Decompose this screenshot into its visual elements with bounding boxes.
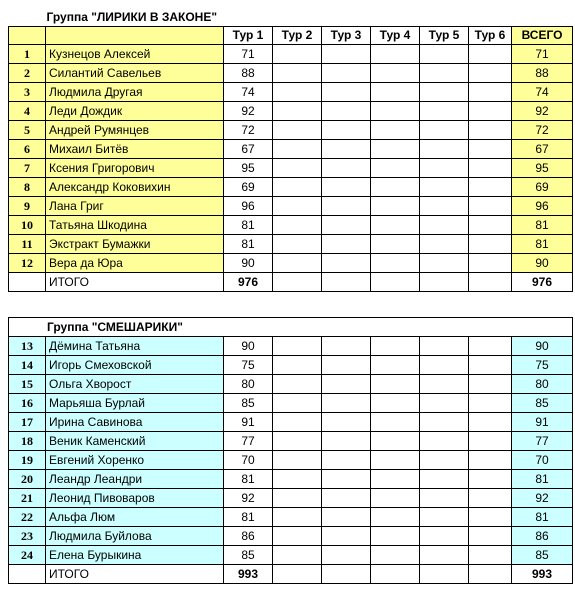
total-score: 92 bbox=[512, 102, 573, 121]
table-row bbox=[9, 546, 573, 565]
table-row bbox=[9, 235, 573, 254]
tour1-score: 81 bbox=[224, 216, 273, 235]
tour5-score bbox=[420, 83, 469, 102]
tour1-score: 72 bbox=[224, 121, 273, 140]
tour3-score bbox=[322, 140, 371, 159]
table-row bbox=[9, 178, 573, 197]
tour2-score bbox=[273, 102, 322, 121]
tour1-score: 80 bbox=[224, 375, 273, 394]
tour4-score bbox=[371, 394, 420, 413]
tour1-score: 88 bbox=[224, 64, 273, 83]
tour5-score bbox=[420, 394, 469, 413]
participant-name: Вера да Юра bbox=[46, 254, 224, 273]
tour3-score bbox=[322, 83, 371, 102]
participant-name: Веник Каменский bbox=[46, 432, 224, 451]
participant-name: Кузнецов Алексей bbox=[46, 45, 224, 64]
tour6-score bbox=[469, 140, 512, 159]
tour6-score bbox=[469, 508, 512, 527]
tour4-score bbox=[371, 546, 420, 565]
tour3-score bbox=[322, 451, 371, 470]
itogo-tour5 bbox=[420, 565, 469, 584]
tour5-score bbox=[420, 121, 469, 140]
tour4-score bbox=[371, 140, 420, 159]
tour1-score: 91 bbox=[224, 413, 273, 432]
group1-header-row bbox=[9, 27, 573, 45]
itogo-label: ИТОГО bbox=[46, 273, 224, 292]
total-score: 81 bbox=[512, 508, 573, 527]
tour1-score: 77 bbox=[224, 432, 273, 451]
tour4-score bbox=[371, 451, 420, 470]
row-number: 3 bbox=[9, 83, 46, 102]
total-score: 96 bbox=[512, 197, 573, 216]
tour4-score bbox=[371, 527, 420, 546]
tour5-score bbox=[420, 546, 469, 565]
total-score: 90 bbox=[512, 254, 573, 273]
tour4-score bbox=[371, 413, 420, 432]
table-row bbox=[9, 527, 573, 546]
row-number: 15 bbox=[9, 375, 46, 394]
total-score: 81 bbox=[512, 216, 573, 235]
tour3-score bbox=[322, 413, 371, 432]
tour4-header: Тур 4 bbox=[371, 27, 420, 45]
itogo-tour3 bbox=[322, 273, 371, 292]
tour6-score bbox=[469, 451, 512, 470]
tour1-score: 90 bbox=[224, 337, 273, 356]
total-score: 92 bbox=[512, 489, 573, 508]
row-number: 7 bbox=[9, 159, 46, 178]
tour3-score bbox=[322, 546, 371, 565]
total-header: ВСЕГО bbox=[512, 27, 573, 45]
tour4-score bbox=[371, 64, 420, 83]
tour1-score: 67 bbox=[224, 140, 273, 159]
tour6-score bbox=[469, 64, 512, 83]
tour1-score: 85 bbox=[224, 546, 273, 565]
tour6-score bbox=[469, 413, 512, 432]
total-score: 95 bbox=[512, 159, 573, 178]
group1-title: Группа "ЛИРИКИ В ЗАКОНЕ" bbox=[46, 10, 218, 24]
tour4-score bbox=[371, 102, 420, 121]
tour6-score bbox=[469, 197, 512, 216]
itogo-tour6 bbox=[469, 273, 512, 292]
total-score: 85 bbox=[512, 394, 573, 413]
tour4-score bbox=[371, 197, 420, 216]
itogo-total: 993 bbox=[512, 565, 573, 584]
participant-name: Евгений Хоренко bbox=[46, 451, 224, 470]
tour3-score bbox=[322, 64, 371, 83]
row-number: 18 bbox=[9, 432, 46, 451]
table-row bbox=[9, 470, 573, 489]
row-number: 19 bbox=[9, 451, 46, 470]
tour6-score bbox=[469, 83, 512, 102]
itogo-total: 976 bbox=[512, 273, 573, 292]
tour5-score bbox=[420, 64, 469, 83]
tour2-score bbox=[273, 394, 322, 413]
row-number: 22 bbox=[9, 508, 46, 527]
tour4-score bbox=[371, 121, 420, 140]
itogo-tour4 bbox=[371, 273, 420, 292]
table-row bbox=[9, 508, 573, 527]
tour6-score bbox=[469, 45, 512, 64]
tour2-score bbox=[273, 178, 322, 197]
tour3-score bbox=[322, 121, 371, 140]
name-header bbox=[46, 27, 224, 45]
tour6-score bbox=[469, 159, 512, 178]
table-row bbox=[9, 197, 573, 216]
tour2-score bbox=[273, 235, 322, 254]
tour1-score: 86 bbox=[224, 527, 273, 546]
row-number: 10 bbox=[9, 216, 46, 235]
total-score: 85 bbox=[512, 546, 573, 565]
table-row bbox=[9, 356, 573, 375]
tour5-score bbox=[420, 413, 469, 432]
total-score: 69 bbox=[512, 178, 573, 197]
num-header bbox=[9, 27, 46, 45]
tour6-score bbox=[469, 216, 512, 235]
tour5-score bbox=[420, 102, 469, 121]
tour3-score bbox=[322, 432, 371, 451]
itogo-num bbox=[9, 565, 46, 584]
tour3-score bbox=[322, 356, 371, 375]
table-row bbox=[9, 121, 573, 140]
tour5-score bbox=[420, 508, 469, 527]
tour6-score bbox=[469, 470, 512, 489]
table-row bbox=[9, 102, 573, 121]
table-row bbox=[9, 45, 573, 64]
tour4-score bbox=[371, 235, 420, 254]
participant-name: Андрей Румянцев bbox=[46, 121, 224, 140]
tour3-score bbox=[322, 489, 371, 508]
tour2-header: Тур 2 bbox=[273, 27, 322, 45]
tour4-score bbox=[371, 216, 420, 235]
total-score: 88 bbox=[512, 64, 573, 83]
tour2-score bbox=[273, 140, 322, 159]
tour2-score bbox=[273, 337, 322, 356]
tour4-score bbox=[371, 432, 420, 451]
total-score: 75 bbox=[512, 356, 573, 375]
row-number: 12 bbox=[9, 254, 46, 273]
tour5-score bbox=[420, 489, 469, 508]
tour2-score bbox=[273, 413, 322, 432]
table-row bbox=[9, 489, 573, 508]
tour4-score bbox=[371, 470, 420, 489]
tour4-score bbox=[371, 375, 420, 394]
tour3-score bbox=[322, 254, 371, 273]
tour3-score bbox=[322, 527, 371, 546]
row-number: 8 bbox=[9, 178, 46, 197]
row-number: 17 bbox=[9, 413, 46, 432]
row-number: 4 bbox=[9, 102, 46, 121]
tour2-score bbox=[273, 159, 322, 178]
tour6-score bbox=[469, 235, 512, 254]
itogo-tour6 bbox=[469, 565, 512, 584]
tour5-score bbox=[420, 356, 469, 375]
participant-name: Альфа Люм bbox=[46, 508, 224, 527]
tour1-score: 81 bbox=[224, 235, 273, 254]
tour6-score bbox=[469, 178, 512, 197]
itogo-tour2 bbox=[273, 273, 322, 292]
tour1-score: 96 bbox=[224, 197, 273, 216]
tour6-score bbox=[469, 356, 512, 375]
tour6-score bbox=[469, 546, 512, 565]
group2-itogo-row bbox=[9, 565, 573, 584]
tour5-score bbox=[420, 45, 469, 64]
table-row bbox=[9, 451, 573, 470]
tour5-header: Тур 5 bbox=[420, 27, 469, 45]
tour5-score bbox=[420, 197, 469, 216]
tour2-score bbox=[273, 64, 322, 83]
tour2-score bbox=[273, 356, 322, 375]
tour6-score bbox=[469, 394, 512, 413]
tour1-score: 69 bbox=[224, 178, 273, 197]
total-score: 80 bbox=[512, 375, 573, 394]
total-score: 77 bbox=[512, 432, 573, 451]
tour5-score bbox=[420, 216, 469, 235]
tour2-score bbox=[273, 83, 322, 102]
tour1-header: Тур 1 bbox=[224, 27, 273, 45]
table-row bbox=[9, 413, 573, 432]
participant-name: Ирина Савинова bbox=[46, 413, 224, 432]
tour2-score bbox=[273, 121, 322, 140]
tour6-score bbox=[469, 337, 512, 356]
tour5-score bbox=[420, 159, 469, 178]
tour2-score bbox=[273, 470, 322, 489]
table-row bbox=[9, 216, 573, 235]
row-number: 14 bbox=[9, 356, 46, 375]
tour2-score bbox=[273, 254, 322, 273]
tour4-score bbox=[371, 254, 420, 273]
tour3-score bbox=[322, 375, 371, 394]
total-score: 90 bbox=[512, 337, 573, 356]
table-row bbox=[9, 254, 573, 273]
tour6-score bbox=[469, 254, 512, 273]
tour5-score bbox=[420, 254, 469, 273]
participant-name: Леди Дождик bbox=[46, 102, 224, 121]
participant-name: Татьяна Шкодина bbox=[46, 216, 224, 235]
total-score: 74 bbox=[512, 83, 573, 102]
tour2-score bbox=[273, 45, 322, 64]
participant-name: Елена Бурыкина bbox=[46, 546, 224, 565]
tour6-score bbox=[469, 489, 512, 508]
row-number: 16 bbox=[9, 394, 46, 413]
itogo-tour1: 993 bbox=[224, 565, 273, 584]
tour3-score bbox=[322, 394, 371, 413]
total-score: 67 bbox=[512, 140, 573, 159]
row-number: 21 bbox=[9, 489, 46, 508]
tour1-score: 90 bbox=[224, 254, 273, 273]
row-number: 9 bbox=[9, 197, 46, 216]
tour3-score bbox=[322, 216, 371, 235]
group1-table bbox=[8, 8, 573, 292]
table-row bbox=[9, 140, 573, 159]
participant-name: Леандр Леандри bbox=[46, 470, 224, 489]
row-number: 23 bbox=[9, 527, 46, 546]
participant-name: Людмила Буйлова bbox=[46, 527, 224, 546]
participant-name: Марьяша Бурлай bbox=[46, 394, 224, 413]
group2-title: Группа "СМЕШАРИКИ" bbox=[9, 318, 573, 337]
itogo-label: ИТОГО bbox=[46, 565, 224, 584]
tour3-score bbox=[322, 102, 371, 121]
total-score: 86 bbox=[512, 527, 573, 546]
tour3-score bbox=[322, 197, 371, 216]
group1-itogo-row bbox=[9, 273, 573, 292]
tour3-score bbox=[322, 508, 371, 527]
row-number: 24 bbox=[9, 546, 46, 565]
tour1-score: 92 bbox=[224, 489, 273, 508]
tour3-score bbox=[322, 45, 371, 64]
row-number: 5 bbox=[9, 121, 46, 140]
participant-name: Силантий Савельев bbox=[46, 64, 224, 83]
participant-name: Экстракт Бумажки bbox=[46, 235, 224, 254]
participant-name: Ксения Григорович bbox=[46, 159, 224, 178]
tour1-score: 75 bbox=[224, 356, 273, 375]
row-number: 20 bbox=[9, 470, 46, 489]
tour5-score bbox=[420, 432, 469, 451]
tour5-score bbox=[420, 451, 469, 470]
table-row bbox=[9, 64, 573, 83]
itogo-tour3 bbox=[322, 565, 371, 584]
participant-name: Лана Григ bbox=[46, 197, 224, 216]
total-score: 91 bbox=[512, 413, 573, 432]
tour1-score: 81 bbox=[224, 470, 273, 489]
tour4-score bbox=[371, 178, 420, 197]
tour4-score bbox=[371, 356, 420, 375]
tour2-score bbox=[273, 451, 322, 470]
tour1-score: 74 bbox=[224, 83, 273, 102]
table-row bbox=[9, 337, 573, 356]
row-number: 13 bbox=[9, 337, 46, 356]
row-number: 6 bbox=[9, 140, 46, 159]
tour6-score bbox=[469, 527, 512, 546]
total-score: 72 bbox=[512, 121, 573, 140]
tour3-score bbox=[322, 178, 371, 197]
table-row bbox=[9, 83, 573, 102]
row-number: 1 bbox=[9, 45, 46, 64]
tour5-score bbox=[420, 178, 469, 197]
participant-name: Дёмина Татьяна bbox=[46, 337, 224, 356]
tour3-score bbox=[322, 470, 371, 489]
tour1-score: 81 bbox=[224, 508, 273, 527]
participant-name: Леонид Пивоваров bbox=[46, 489, 224, 508]
itogo-num bbox=[9, 273, 46, 292]
table-row bbox=[9, 432, 573, 451]
table-row bbox=[9, 375, 573, 394]
total-score: 71 bbox=[512, 45, 573, 64]
tour5-score bbox=[420, 140, 469, 159]
tour6-score bbox=[469, 102, 512, 121]
tour1-score: 71 bbox=[224, 45, 273, 64]
tour3-score bbox=[322, 337, 371, 356]
total-score: 81 bbox=[512, 235, 573, 254]
tour4-score bbox=[371, 508, 420, 527]
group2-table bbox=[8, 317, 573, 584]
tour3-score bbox=[322, 159, 371, 178]
tour4-score bbox=[371, 83, 420, 102]
row-number: 2 bbox=[9, 64, 46, 83]
participant-name: Игорь Смеховской bbox=[46, 356, 224, 375]
participant-name: Михаил Битёв bbox=[46, 140, 224, 159]
tour1-score: 85 bbox=[224, 394, 273, 413]
itogo-tour2 bbox=[273, 565, 322, 584]
itogo-tour5 bbox=[420, 273, 469, 292]
tour2-score bbox=[273, 527, 322, 546]
tour1-score: 95 bbox=[224, 159, 273, 178]
total-score: 70 bbox=[512, 451, 573, 470]
itogo-tour4 bbox=[371, 565, 420, 584]
tour2-score bbox=[273, 375, 322, 394]
tour6-header: Тур 6 bbox=[469, 27, 512, 45]
tour2-score bbox=[273, 216, 322, 235]
table-row bbox=[9, 394, 573, 413]
table-row bbox=[9, 159, 573, 178]
tour5-score bbox=[420, 235, 469, 254]
tour4-score bbox=[371, 337, 420, 356]
tour1-score: 70 bbox=[224, 451, 273, 470]
tour3-header: Тур 3 bbox=[322, 27, 371, 45]
tour2-score bbox=[273, 546, 322, 565]
tour2-score bbox=[273, 432, 322, 451]
tour6-score bbox=[469, 121, 512, 140]
itogo-tour1: 976 bbox=[224, 273, 273, 292]
tour3-score bbox=[322, 235, 371, 254]
tour4-score bbox=[371, 159, 420, 178]
participant-name: Александр Коковихин bbox=[46, 178, 224, 197]
row-number: 11 bbox=[9, 235, 46, 254]
tour1-score: 92 bbox=[224, 102, 273, 121]
tour4-score bbox=[371, 489, 420, 508]
tour4-score bbox=[371, 45, 420, 64]
tour6-score bbox=[469, 375, 512, 394]
tour2-score bbox=[273, 508, 322, 527]
tour2-score bbox=[273, 489, 322, 508]
participant-name: Людмила Другая bbox=[46, 83, 224, 102]
tour5-score bbox=[420, 375, 469, 394]
tour5-score bbox=[420, 337, 469, 356]
total-score: 81 bbox=[512, 470, 573, 489]
tour5-score bbox=[420, 470, 469, 489]
tour5-score bbox=[420, 527, 469, 546]
tour6-score bbox=[469, 432, 512, 451]
tour2-score bbox=[273, 197, 322, 216]
participant-name: Ольга Хворост bbox=[46, 375, 224, 394]
